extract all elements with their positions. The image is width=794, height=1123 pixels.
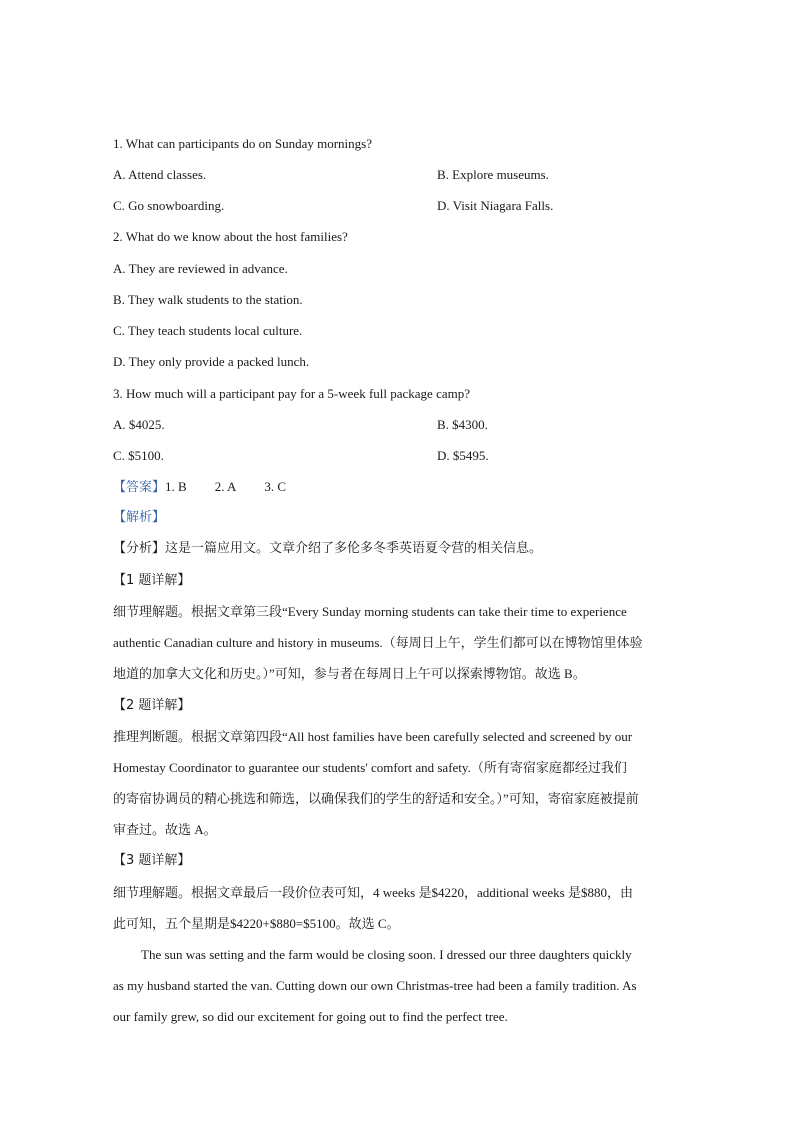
question-1-stem: 1. What can participants do on Sunday mornings? bbox=[113, 136, 372, 151]
answer-item: 1. B bbox=[165, 479, 187, 494]
question-1-option-a: A. Attend classes. bbox=[113, 167, 207, 182]
detail-1-line: authentic Canadian culture and history in museums.（每周日上午，学生们都可以在博物馆里体验 bbox=[113, 635, 643, 650]
question-3-option-c: C. $5100. bbox=[113, 448, 164, 463]
detail-3-heading: 【3 题详解】 bbox=[113, 853, 191, 868]
answer-item: 3. C bbox=[264, 479, 287, 494]
analysis-heading: 【分析】 bbox=[113, 541, 166, 556]
passage-line: our family grew, so did our excitement for going out to find the perfect tree. bbox=[113, 1009, 508, 1024]
answer-label: 【答案】 bbox=[113, 480, 166, 495]
detail-3-line: 细节理解题。根据文章最后一段价位表可知，4 weeks 是$4220，additional weeks 是$880，由 bbox=[113, 885, 633, 900]
detail-2-line: Homestay Coordinator to guarantee our students' comfort and safety.（所有寄宿家庭都经过我们 bbox=[113, 760, 627, 775]
detail-3-line: 此可知，五个星期是$4220+$880=$5100。故选 C。 bbox=[113, 916, 400, 931]
passage-line: The sun was setting and the farm would be closing soon. I dressed our three daughters quickly bbox=[141, 947, 632, 962]
question-3-option-d: D. $5495. bbox=[437, 448, 489, 463]
answer-line bbox=[113, 478, 286, 497]
question-3-option-b: B. $4300. bbox=[437, 417, 488, 432]
analysis-label: 【解析】 bbox=[113, 510, 166, 525]
question-2-option-a: A. They are reviewed in advance. bbox=[113, 261, 288, 276]
analysis-line bbox=[113, 540, 542, 558]
detail-2-line: 推理判断题。根据文章第四段“All host families have been carefully selected and screened by our bbox=[113, 729, 633, 744]
question-2-option-c: C. They teach students local culture. bbox=[113, 323, 303, 338]
question-2-stem: 2. What do we know about the host families? bbox=[113, 229, 348, 244]
detail-2-line: 的寄宿协调员的精心挑选和筛选，以确保我们的学生的舒适和安全。）”可知，寄宿家庭被提前 bbox=[113, 791, 639, 806]
detail-1-line: 细节理解题。根据文章第三段“Every Sunday morning students can take their time to experience bbox=[113, 604, 627, 619]
passage-line: as my husband started the van. Cutting down our own Christmas-tree had been a family tradition. As bbox=[113, 978, 637, 993]
question-3-stem: 3. How much will a participant pay for a 5-week full package camp? bbox=[113, 386, 470, 401]
detail-1-heading: 【1 题详解】 bbox=[113, 573, 191, 588]
question-1-option-c: C. Go snowboarding. bbox=[113, 198, 225, 213]
question-1-option-b: B. Explore museums. bbox=[437, 167, 549, 182]
question-1-option-d: D. Visit Niagara Falls. bbox=[437, 198, 554, 213]
analysis-text: 这是一篇应用文。文章介绍了多伦多冬季英语夏令营的相关信息。 bbox=[165, 541, 543, 556]
detail-2-line: 审查过。故选 A。 bbox=[113, 822, 217, 837]
detail-1-line: 地道的加拿大文化和历史。）”可知，参与者在每周日上午可以探索博物馆。故选 B。 bbox=[113, 666, 586, 681]
question-2-option-b: B. They walk students to the station. bbox=[113, 292, 303, 307]
question-2-option-d: D. They only provide a packed lunch. bbox=[113, 354, 310, 369]
question-3-option-a: A. $4025. bbox=[113, 417, 165, 432]
detail-2-heading: 【2 题详解】 bbox=[113, 698, 191, 713]
answer-item: 2. A bbox=[214, 479, 237, 494]
